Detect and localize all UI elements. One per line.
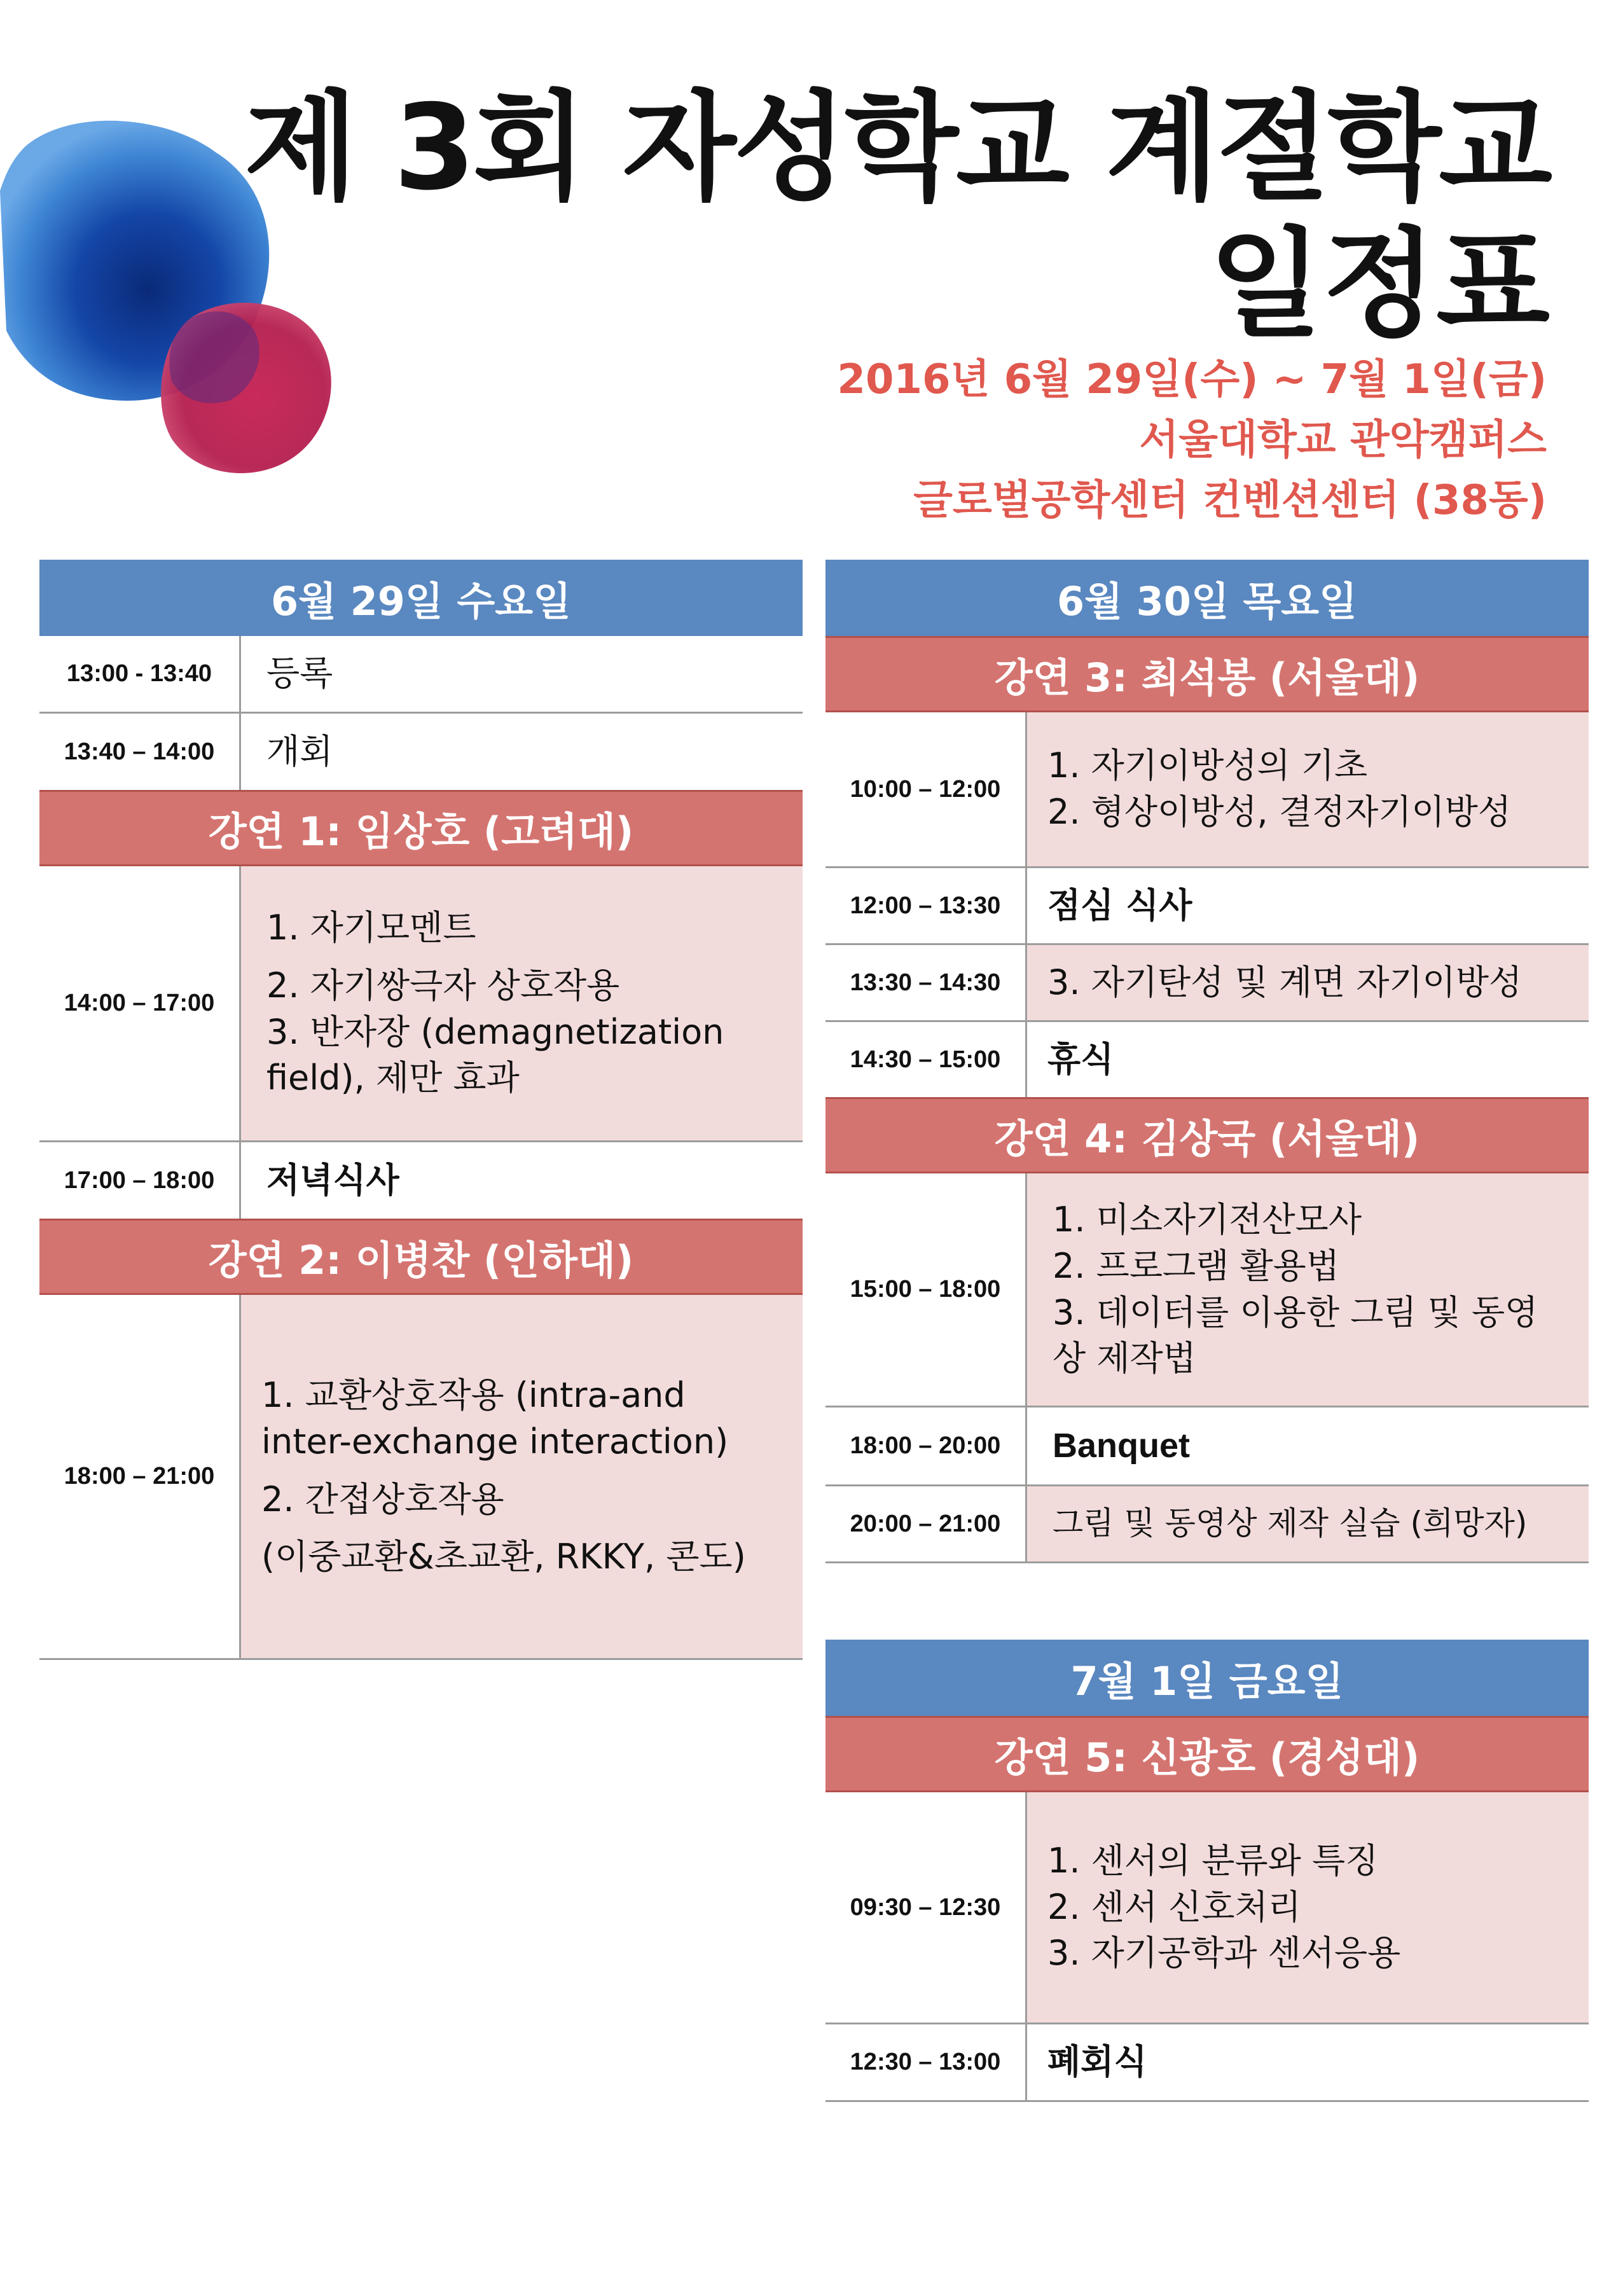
page-title: 제 3회 자성학교 계절학교 <box>244 79 1550 216</box>
table-row <box>825 2024 1589 2102</box>
content-text: 등록 <box>266 653 333 694</box>
lecture-header: 강연 4: 김상국 (서울대) <box>825 1097 1589 1173</box>
lecture-header: 강연 5: 신광호 (경성대) <box>825 1716 1589 1792</box>
content-cell <box>1027 1173 1589 1406</box>
content-cell <box>1027 868 1589 943</box>
table-row <box>39 866 803 1142</box>
content-text: 2. 간접상호작용 <box>261 1479 504 1519</box>
content-text: 휴식 <box>1047 1039 1114 1079</box>
content-cell <box>1027 1486 1589 1561</box>
table-row <box>825 868 1589 945</box>
table-row <box>825 1792 1589 2024</box>
event-venue: 서울대학교 관악캠퍼스 <box>1139 417 1547 464</box>
content-text: 1. 자기모멘트 <box>266 907 476 948</box>
table-row <box>825 1173 1589 1407</box>
content-text: 개회 <box>266 731 333 771</box>
lecture-header: 강연 3: 최석봉 (서울대) <box>825 636 1589 712</box>
content-text: 그림 및 동영상 제작 실습 (희망자) <box>1053 1505 1528 1542</box>
content-cell <box>241 1295 803 1658</box>
content-text: 2. 자기쌍극자 상호작용 <box>266 965 620 1006</box>
content-text: 점심 식사 <box>1047 885 1192 925</box>
content-cell <box>241 866 803 1140</box>
time-cell: 13:40 – 14:00 <box>39 714 241 790</box>
table-row <box>825 1486 1589 1563</box>
day2-header: 6월 30일 목요일 <box>825 560 1589 636</box>
day1-schedule-table <box>39 560 803 1660</box>
content-text: 1. 자기이방성의 기초 <box>1047 745 1368 786</box>
time-cell: 13:30 – 14:30 <box>825 945 1027 1020</box>
content-cell <box>1027 1792 1589 2023</box>
content-text: 2. 형상이방성, 결정자기이방성 <box>1047 792 1511 832</box>
content-cell <box>1027 1022 1589 1097</box>
page-title-schedule: 일정표 <box>1208 216 1550 353</box>
content-cell <box>1027 945 1589 1020</box>
time-cell: 14:30 – 15:00 <box>825 1022 1027 1097</box>
content-text: 3. 반자장 (demagnetization field), 제만 효과 <box>266 1011 724 1098</box>
table-row <box>825 1407 1589 1486</box>
time-cell: 14:00 – 17:00 <box>39 866 241 1140</box>
content-text: 1. 미소자기전산모사 <box>1053 1199 1362 1240</box>
content-text: 3. 데이터를 이용한 그림 및 동영상 제작법 <box>1053 1292 1538 1379</box>
content-text: 2. 센서 신호처리 <box>1047 1886 1301 1927</box>
content-text: 3. 자기탄성 및 계면 자기이방성 <box>1047 962 1523 1002</box>
day3-schedule-table <box>825 1640 1589 2102</box>
time-cell: 12:30 – 13:00 <box>825 2024 1027 2100</box>
content-text: 3. 자기공학과 센서응용 <box>1047 1933 1401 1974</box>
event-date: 2016년 6월 29일(수) ~ 7월 1일(금) <box>837 356 1547 403</box>
table-row <box>39 636 803 714</box>
content-text: 폐회식 <box>1047 2042 1147 2082</box>
content-text: Banquet <box>1053 1427 1190 1465</box>
table-row <box>825 712 1589 868</box>
time-cell: 15:00 – 18:00 <box>825 1173 1027 1406</box>
content-text: 2. 프로그램 활용법 <box>1053 1245 1339 1286</box>
content-cell <box>1027 712 1589 866</box>
time-cell: 18:00 – 21:00 <box>39 1295 241 1658</box>
content-cell <box>1027 2024 1589 2100</box>
content-text: (이중교환&초교환, RKKY, 콘도) <box>261 1537 746 1577</box>
table-row <box>825 945 1589 1022</box>
time-cell: 10:00 – 12:00 <box>825 712 1027 866</box>
content-text: 1. 교환상호작용 (intra-and inter-exchange interaction) <box>261 1374 729 1462</box>
table-row <box>39 1142 803 1219</box>
content-cell <box>241 714 803 790</box>
content-cell <box>241 636 803 712</box>
time-cell: 20:00 – 21:00 <box>825 1486 1027 1561</box>
content-text: 저녁식사 <box>266 1159 399 1200</box>
lecture-header: 강연 1: 임상호 (고려대) <box>39 790 803 866</box>
table-row <box>825 1022 1589 1097</box>
table-row <box>39 714 803 790</box>
event-building: 글로벌공학센터 컨벤션센터 (38동) <box>913 477 1547 524</box>
time-cell: 09:30 – 12:30 <box>825 1792 1027 2023</box>
day3-header: 7월 1일 금요일 <box>825 1640 1589 1716</box>
lecture-header: 강연 2: 이병찬 (인하대) <box>39 1219 803 1295</box>
time-cell: 17:00 – 18:00 <box>39 1142 241 1219</box>
time-cell: 12:00 – 13:30 <box>825 868 1027 943</box>
content-text: 1. 센서의 분류와 특징 <box>1047 1840 1379 1881</box>
time-cell: 18:00 – 20:00 <box>825 1407 1027 1484</box>
table-row <box>39 1295 803 1660</box>
content-cell <box>1027 1407 1589 1484</box>
day1-header: 6월 29일 수요일 <box>39 560 803 636</box>
time-cell: 13:00 - 13:40 <box>39 636 241 712</box>
day2-schedule-table <box>825 560 1589 1563</box>
content-cell <box>241 1142 803 1219</box>
